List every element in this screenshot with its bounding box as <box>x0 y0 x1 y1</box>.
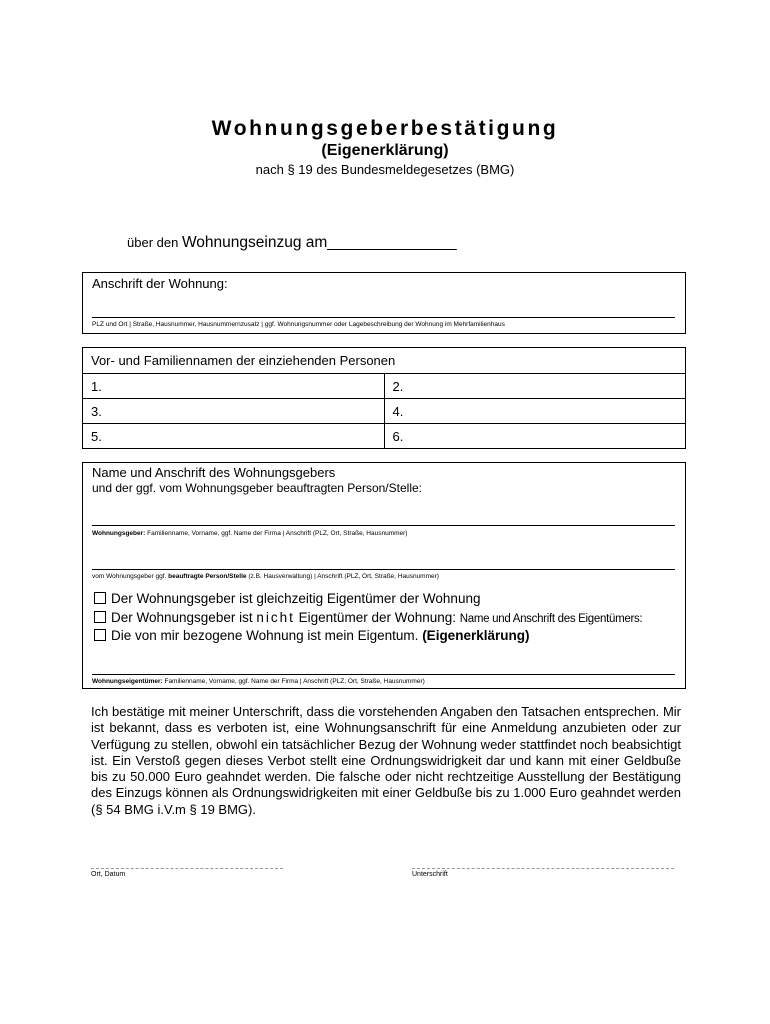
address-label: Anschrift der Wohnung: <box>92 276 228 291</box>
declaration-text: Ich bestätige mit meiner Unterschrift, dass die vorstehenden Angaben den Tatsachen entsprechen. Mir ist bekannt, dass es verboten ist, eine Wohnungsanschrift für eine Anmeldung anzubieten oder zur Verfügung zu stellen, obwohl ein tatsächlicher Bezug der Wohnung weder stattfindet noch beabsichtigt ist. Ein Verstoß gegen dieses Verbot stellt eine Ordnungswidrigkeit dar und kann mit einer Geldbuße bis zu 50.000 Euro geahndet werden. Die falsche oder nicht rechtzeitige Ausstellung der Bestätigung des Einzugs können als Ordnungswidrigkeiten mit einer Geldbuße bis zu 1.000 Euro geahndet werden (§ 54 BMG i.V.m § 19 BMG). <box>91 704 681 817</box>
address-box <box>82 272 686 334</box>
einzug-line <box>127 234 457 252</box>
einzug-prefix: über den <box>127 235 179 250</box>
person-cell-3[interactable]: 3. <box>83 399 385 424</box>
einzug-date-field[interactable]: _______________ <box>327 234 457 251</box>
checkbox-own-property[interactable] <box>94 629 106 641</box>
place-date-line[interactable] <box>91 868 283 869</box>
person-cell-4[interactable]: 4. <box>384 399 686 424</box>
signature-line[interactable] <box>412 868 674 869</box>
option-owner-not-label-nicht: nicht <box>256 610 295 625</box>
option-owner-not-label-c: Eigentümer der Wohnung: <box>298 610 457 625</box>
option-owner-not[interactable] <box>94 610 642 625</box>
legal-basis: nach § 19 des Bundesmeldegesetzes (BMG) <box>255 162 515 177</box>
option-owner-same-label: Der Wohnungsgeber ist gleichzeitig Eigentümer der Wohnung <box>111 591 481 606</box>
person-cell-2[interactable]: 2. <box>384 374 686 399</box>
owner-hint-bold: Wohnungseigentümer: <box>92 678 163 685</box>
landlord-box <box>82 462 686 689</box>
landlord-hint-rest: Familienname, Vorname, ggf. Name der Firma | Anschrift (PLZ, Ort, Straße, Hausnummer) <box>147 530 408 537</box>
option-owner-not-label-a: Der Wohnungsgeber ist <box>111 610 253 625</box>
page-title: Wohnungsgeberbestätigung <box>211 117 559 140</box>
agent-hint-rest: (z.B. Hausverwaltung) | Anschrift (PLZ, Ort, Straße, Hausnummer) <box>248 573 439 580</box>
person-cell-6[interactable]: 6. <box>384 424 686 449</box>
address-hint: PLZ und Ort | Straße, Hausnummer, Hausnummernzusatz | ggf. Wohnungsnummer oder Lagebeschreibung der Wohnung im Mehrfamilienhaus <box>92 321 505 328</box>
landlord-subheading: und der ggf. vom Wohnungsgeber beauftragten Person/Stelle: <box>92 481 422 495</box>
signature-label: Unterschrift <box>412 871 448 878</box>
landlord-hint-bold: Wohnungsgeber: <box>92 530 146 537</box>
person-cell-1[interactable]: 1. <box>83 374 385 399</box>
owner-input-line[interactable] <box>92 674 675 675</box>
owner-hint-rest: Familienname, Vorname, ggf. Name der Firma | Anschrift (PLZ, Ort, Straße, Hausnummer) <box>164 678 425 685</box>
checkbox-owner-not[interactable] <box>94 611 106 623</box>
persons-header: Vor- und Familiennamen der einziehenden Personen <box>83 348 686 374</box>
agent-input-line[interactable] <box>92 569 675 570</box>
place-date-label: Ort, Datum <box>91 871 126 878</box>
option-owner-same[interactable] <box>94 591 480 606</box>
einzug-label: Wohnungseinzug am <box>181 234 328 251</box>
landlord-hint <box>92 530 407 537</box>
agent-hint <box>92 573 439 580</box>
landlord-input-line[interactable] <box>92 525 675 526</box>
page-subtitle: (Eigenerklärung) <box>321 142 449 159</box>
owner-hint <box>92 678 425 685</box>
agent-hint-bold: beauftragte Person/Stelle <box>168 573 247 580</box>
option-own-property-label: Die von mir bezogene Wohnung ist mein Eigentum. <box>111 628 419 643</box>
checkbox-owner-same[interactable] <box>94 592 106 604</box>
option-own-property-bold: (Eigenerklärung) <box>422 628 530 643</box>
option-own-property[interactable] <box>94 628 529 643</box>
option-owner-not-label-d: Name und Anschrift des Eigentümers: <box>459 613 643 625</box>
person-cell-5[interactable]: 5. <box>83 424 385 449</box>
agent-hint-pre: vom Wohnungsgeber ggf. <box>92 573 167 580</box>
landlord-heading: Name und Anschrift des Wohnungsgebers <box>92 465 336 480</box>
persons-table <box>82 347 686 449</box>
address-input-line[interactable] <box>92 317 675 318</box>
